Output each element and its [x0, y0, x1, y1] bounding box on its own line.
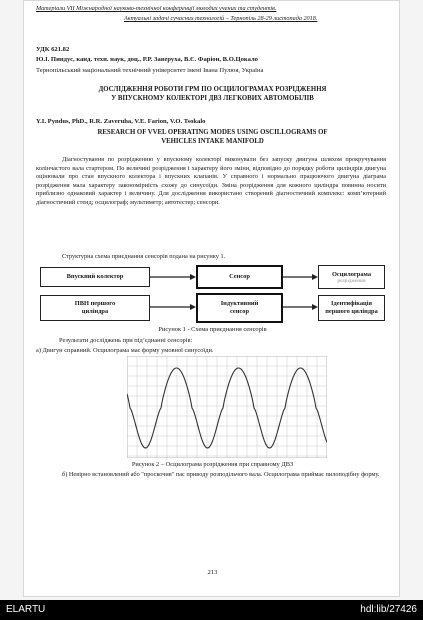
- title-ukrainian-line1: ДОСЛІДЖЕННЯ РОБОТИ ГРМ ПО ОСЦИЛОГРАМАХ РОЗРІДЖЕННЯ: [98, 86, 327, 93]
- document-page: [23, 0, 400, 597]
- title-english-line1: RESEARCH OF VVEL OPERATING MODES USING OSCILLOGRAMS OF: [97, 129, 328, 136]
- box-ident-line2: першого циліндра: [325, 308, 378, 315]
- box-ident-line1: Ідентифікація: [331, 300, 372, 307]
- paragraph-scheme-intro: Структурна схема приєднання сенсорів подана на рисунку 1.: [62, 253, 226, 260]
- title-ukrainian: [24, 85, 400, 103]
- box-oscillogram-label: Осцилограма: [331, 270, 372, 278]
- box-inductive-line1: Індуктивний: [220, 300, 259, 307]
- box-inductive-line2: сенсор: [229, 308, 250, 315]
- repository-name[interactable]: ELARTU: [6, 604, 46, 615]
- results-item-a: а) Двигун справний. Осцилограма має форму умовної синусоїди.: [36, 347, 214, 354]
- box-oscillogram-sublabel: розрідження: [337, 278, 366, 284]
- conference-header-line1: Матеріали VII Міжнародної науково-технічної конференції молодих учених та студентів.: [36, 5, 277, 12]
- title-ukrainian-line2: У ВПУСКНОМУ КОЛЕКТОРІ ДВЗ ЛЕГКОВИХ АВТОМОБІЛІВ: [111, 95, 314, 102]
- box-intake-label: Впускний колектор: [66, 273, 124, 280]
- box-inductive-sensor: [196, 293, 283, 323]
- title-english: [24, 128, 400, 146]
- paragraph-item-b: б) Невірно встановлений або "проскочив" пас приводу розподільчого вала. Осцилограма приймає пилоподібну форму.: [62, 471, 380, 478]
- box-sensor: [196, 265, 283, 289]
- authors-ukrainian: Ю.І. Пиндус, канд. техн. наук, доц., Р.Р. Заверуха, В.Є. Фаріон, В.О.Цокало: [36, 56, 258, 63]
- box-oscillogram: [318, 265, 385, 289]
- box-pvn-line2: циліндра: [81, 308, 109, 315]
- box-identification: [318, 295, 385, 321]
- viewer-footer-bar: [0, 600, 423, 620]
- page-number: 213: [207, 569, 218, 576]
- udk-code: УДК 621.82: [36, 46, 70, 53]
- box-intake-manifold: [40, 267, 150, 287]
- paragraph-diagnostics: Діагностування по розрідженню у впускному колекторі виконували без запуску двигуна шляхом прокручування колінчастого вала стартером. По величині розрідження і характеру його зміни, відповідно до порядку роботи циліндрів двигуна оцінювали про стан впускного колектора і впускних клапанів. У справного і нормально працюючого двигуна діаграма розрідження мала характеру закономірність схожу до синусоїди. Зміна розрідження для кожного циліндра повинна носити приблизно однаковий характер і величину. Для дослідження використано створений діагностичний комплекс: комп’ютерний діагностичний стенд; осцилограф; мультиметр; автотестер; сенсори.: [36, 156, 386, 206]
- title-english-line2: VEHICLES INTAKE MANIFOLD: [161, 138, 264, 145]
- oscillogram-grid: [127, 356, 327, 458]
- authors-english: Y.I. Pyndus, PhD., R.R. Zaveruha, V.E. Farion, V.O. Tsokalo: [36, 118, 206, 125]
- university-affiliation: Тернопільський національний технічний університет імені Івана Пулюя, Україна: [36, 67, 264, 74]
- sensor-connection-diagram: [40, 265, 385, 323]
- figure2-caption: Рисунок 2 – Осцилограма розрідження при справному ДВЗ: [131, 461, 294, 468]
- results-intro: Результати досліджень при під’єднанні сенсорів:: [59, 337, 193, 344]
- vacuum-oscillogram: [127, 356, 327, 458]
- box-pvn-line1: ПВН першого: [74, 300, 116, 307]
- figure1-caption: Рисунок 1 - Схема приєднання сенсорів: [158, 326, 267, 333]
- handle-identifier[interactable]: hdl:lib/27426: [360, 604, 417, 615]
- box-pvn: [40, 295, 150, 321]
- conference-header-line2: Актуальні задачі сучасних технологій – Тернопіль 28-29 листопада 2018.: [124, 15, 318, 22]
- box-sensor-label: Сенсор: [229, 273, 250, 280]
